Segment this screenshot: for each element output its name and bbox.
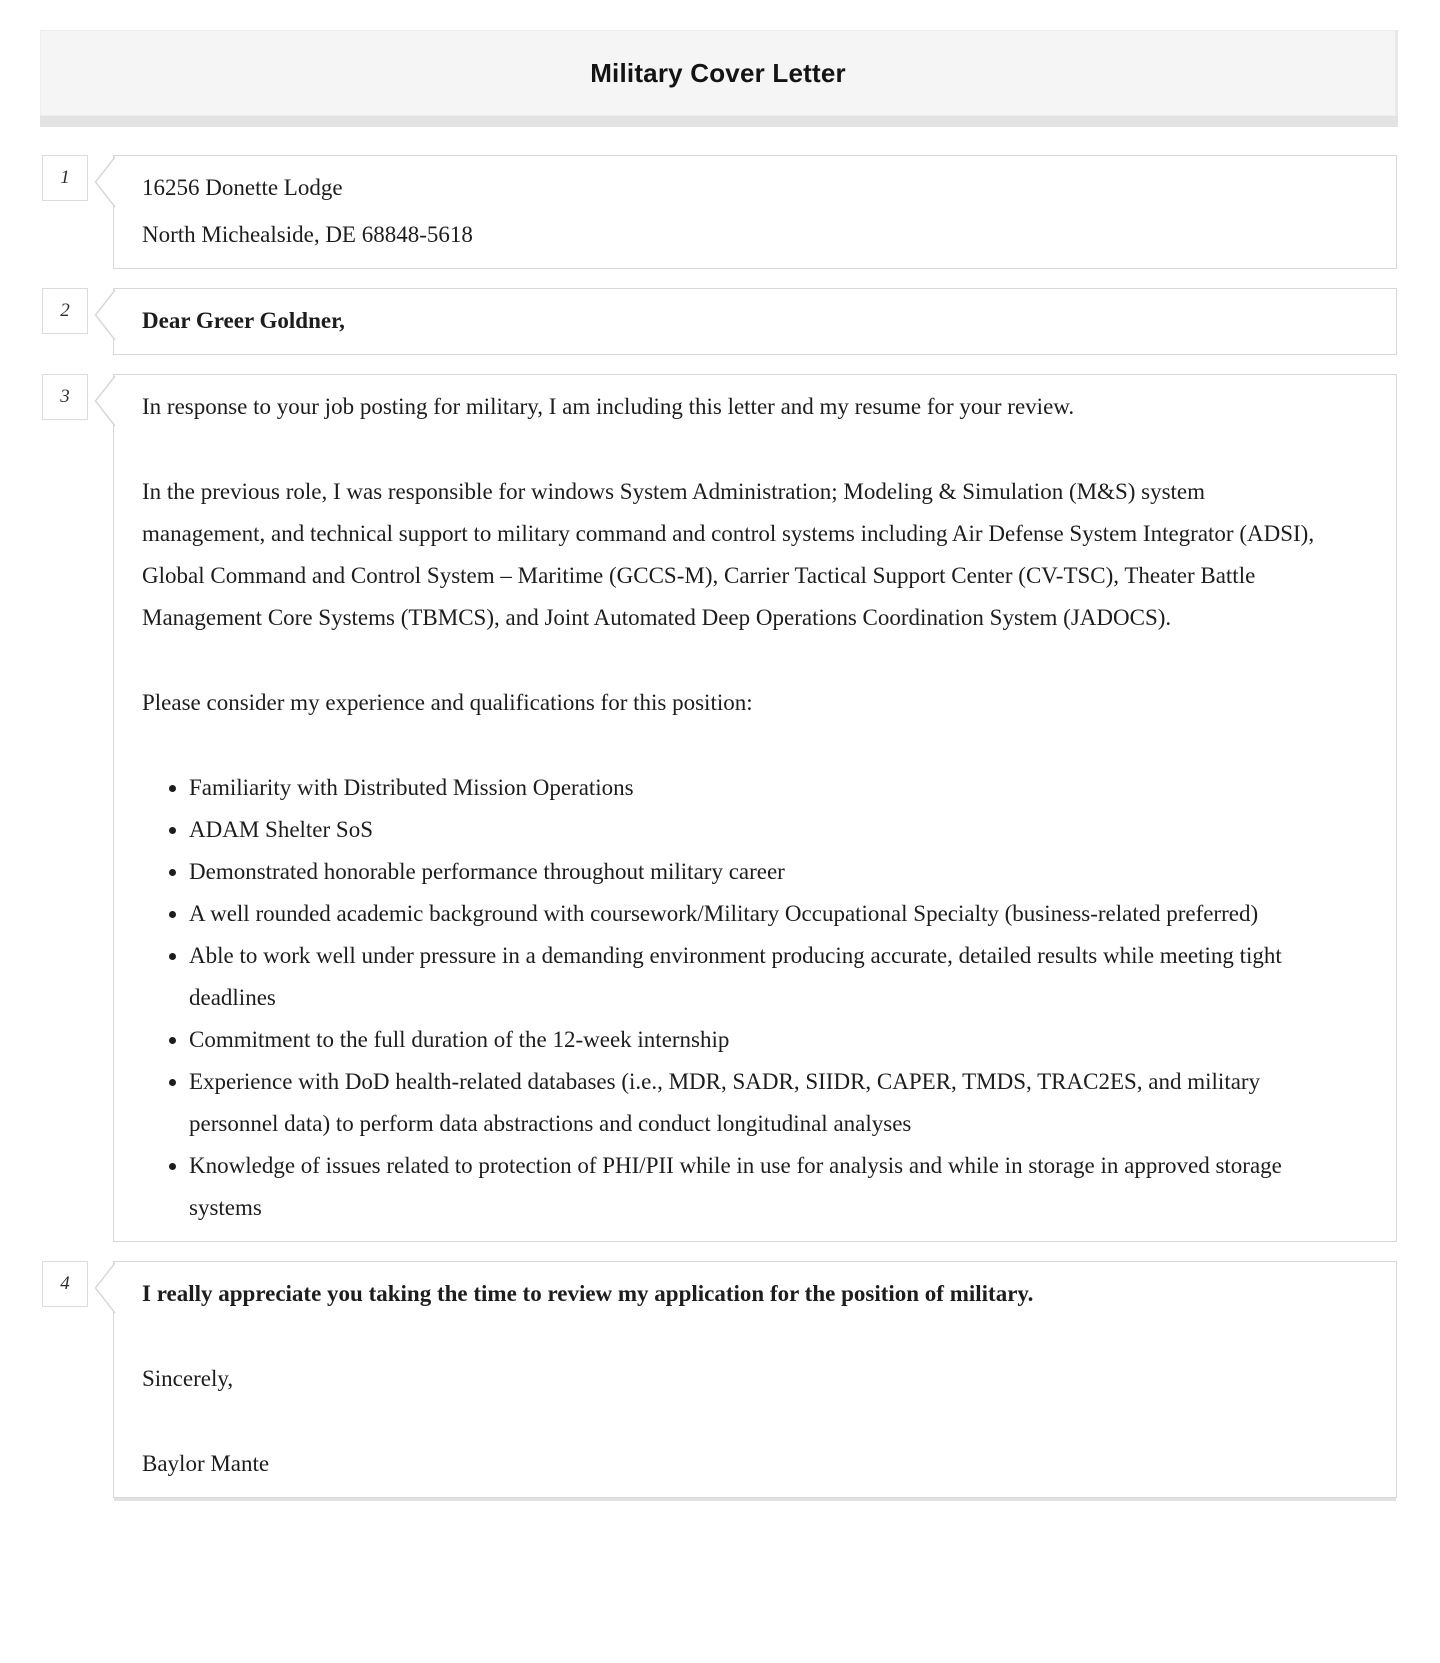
address-line-1: 16256 Donette Lodge bbox=[142, 175, 343, 200]
address-line-2: North Michealside, DE 68848-5618 bbox=[142, 222, 473, 247]
bullet-item: • ADAM Shelter SoS bbox=[189, 809, 1324, 851]
salutation-text: Dear Greer Goldner, bbox=[142, 308, 345, 333]
qualifications-list bbox=[142, 767, 1368, 1229]
section-closing-content[interactable] bbox=[113, 1261, 1397, 1498]
bullet-item: • A well rounded academic background with coursework/Military Occupational Specialty (business-related preferred) bbox=[189, 893, 1324, 935]
section-number: 4 bbox=[60, 1273, 70, 1294]
section-number: 1 bbox=[60, 167, 70, 188]
appreciation-line: I really appreciate you taking the time to review my application for the position of military. bbox=[142, 1281, 1034, 1306]
section-address-content[interactable] bbox=[113, 155, 1397, 269]
signoff: Sincerely, bbox=[142, 1366, 234, 1391]
page-title: Military Cover Letter bbox=[590, 57, 846, 88]
bullet-item: • Experience with DoD health-related databases (i.e., MDR, SADR, SIIDR, CAPER, TMDS, TRAC2ES, and military personnel data) to perform data abstractions and conduct longitudinal analyses bbox=[189, 1061, 1324, 1145]
section-body-content[interactable] bbox=[113, 374, 1397, 1242]
section-number-badge bbox=[42, 374, 88, 420]
qualifications-intro: Please consider my experience and qualifications for this position: bbox=[142, 690, 753, 715]
section-address bbox=[42, 155, 1397, 269]
section-pointer-notch bbox=[94, 375, 115, 427]
section-pointer-notch bbox=[94, 1262, 115, 1314]
header-shadow bbox=[40, 116, 1398, 127]
bullet-item: • Familiarity with Distributed Mission Operations bbox=[189, 767, 1324, 809]
section-pointer-notch bbox=[94, 156, 115, 208]
experience-paragraph: In the previous role, I was responsible for windows System Administration; Modeling & Simulation (M&S) system management, and technical support to military command and control systems including Air Defense System Integrator (ADSI), Global Command and Control System – Maritime (GCCS-M), Carrier Tactical Support Center (CV-TSC), Theater Battle Management Core Systems (TBMCS), and Joint Automated Deep Operations Coordination System (JADOCS). bbox=[142, 479, 1315, 630]
section-number-badge bbox=[42, 288, 88, 334]
bullet-item: • Demonstrated honorable performance throughout military career bbox=[189, 851, 1324, 893]
section-number-badge bbox=[42, 1261, 88, 1307]
bullet-item: • Able to work well under pressure in a demanding environment producing accurate, detailed results while meeting tight deadlines bbox=[189, 935, 1324, 1019]
section-closing bbox=[42, 1261, 1397, 1498]
section-pointer-notch bbox=[94, 289, 115, 341]
bullet-item: • Knowledge of issues related to protection of PHI/PII while in use for analysis and while in storage in approved storage systems bbox=[189, 1145, 1324, 1229]
bullet-item: • Commitment to the full duration of the 12-week internship bbox=[189, 1019, 1324, 1061]
section-number-badge bbox=[42, 155, 88, 201]
section-number: 2 bbox=[60, 300, 70, 321]
doc-header bbox=[40, 30, 1398, 116]
signature-name: Baylor Mante bbox=[142, 1451, 270, 1476]
section-salutation-content[interactable] bbox=[113, 288, 1397, 355]
section-body bbox=[42, 374, 1397, 1242]
section-number: 3 bbox=[60, 386, 70, 407]
opening-paragraph: In response to your job posting for military, I am including this letter and my resume for your review. bbox=[142, 394, 1075, 419]
section-salutation bbox=[42, 288, 1397, 355]
